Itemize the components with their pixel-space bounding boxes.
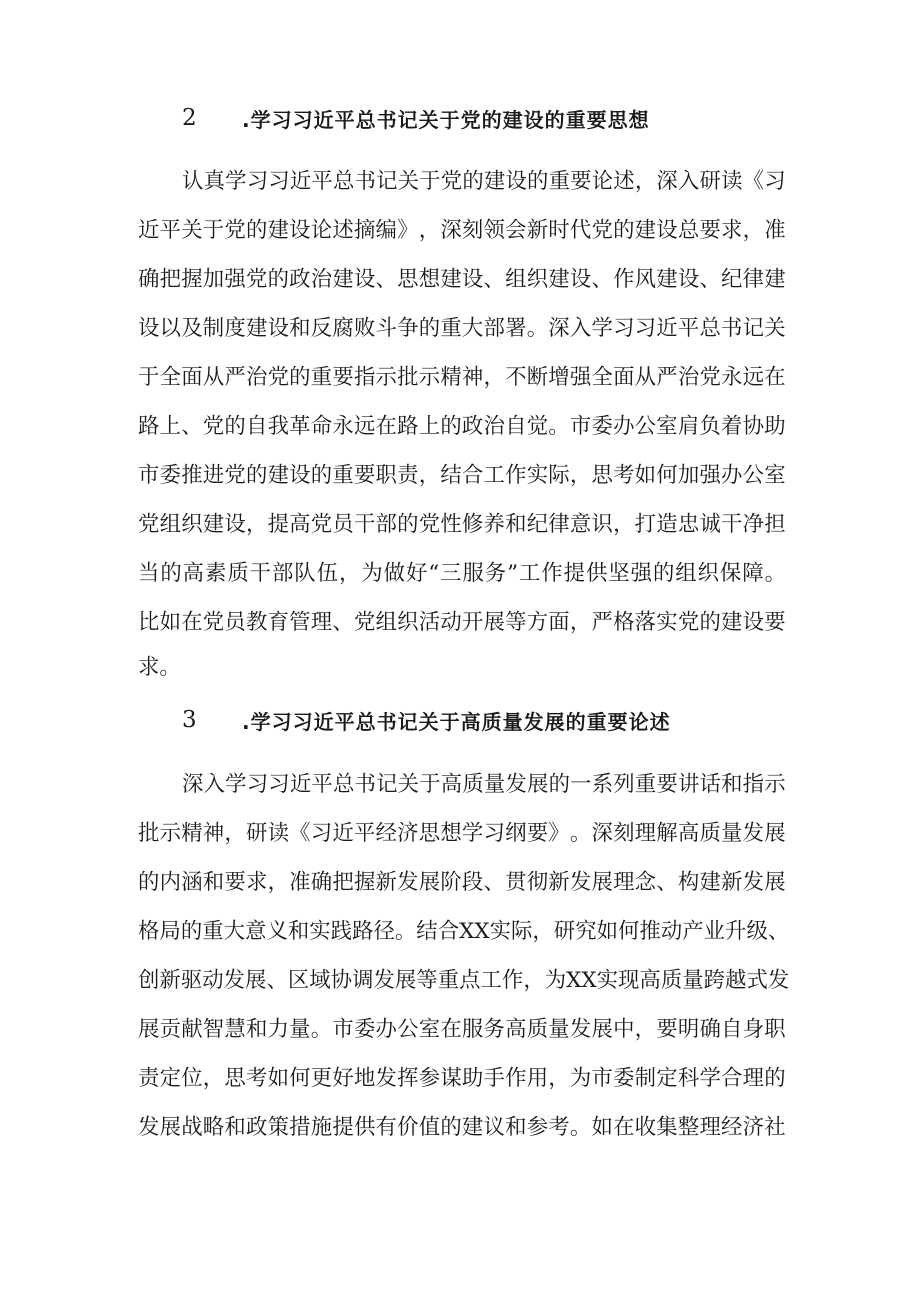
paragraph-line: 责 定 位 ， 思 考 如 何 更 好 地 发 挥 参 谋 助 手 作 用 ， 为 市 委 制 定 科 学 合 理 的	[138, 1066, 786, 1091]
paragraph-line: 党 组 织 建 设 ， 提 高 党 员 干 部 的 党 性 修 养 和 纪 律 意 识 ， 打 造 忠 诚 干 净 担	[138, 512, 786, 537]
paragraph-line: 格 局 的 重 大 意 义 和 实 践 路 径 。 结 合 X X 实 际 ， 研 究 如 何 推 动 产 业 升 级 、	[138, 919, 790, 944]
section-3-title: .学习习近平总书记关于高质量发展的重要论述	[242, 709, 671, 734]
paragraph-line: 当 的 高 素 质 干 部 队 伍 ， 为 做 好 “ 三 服 务 ” 工 作 提 供 坚 强 的 组 织 保 障 。	[138, 561, 786, 586]
paragraph-line: 求。	[138, 655, 181, 680]
paragraph-line: 认 真 学 习 习 近 平 总 书 记 关 于 党 的 建 设 的 重 要 论 述 ， 深 入 研 读 《 习	[182, 169, 786, 194]
paragraph-line: 深 入 学 习 习 近 平 总 书 记 关 于 高 质 量 发 展 的 一 系 列 重 要 讲 话 和 指 示	[182, 772, 786, 797]
paragraph-line: 比 如 在 党 员 教 育 管 理 、 党 组 织 活 动 开 展 等 方 面 ， 严 格 落 实 党 的 建 设 要	[138, 610, 786, 635]
paragraph-line: 展 贡 献 智 慧 和 力 量 。 市 委 办 公 室 在 服 务 高 质 量 发 展 中 ， 要 明 确 自 身 职	[138, 1017, 786, 1042]
paragraph-line: 于 全 面 从 严 治 党 的 重 要 指 示 批 示 精 神 ， 不 断 增 强 全 面 从 严 治 党 永 远 在	[138, 365, 786, 390]
paragraph-line: 近 平 关 于 党 的 建 设 论 述 摘 编 》 ， 深 刻 领 会 新 时 代 党 的 建 设 总 要 求 ， 准	[138, 218, 786, 243]
section-2-heading	[182, 101, 650, 135]
section-2-title: .学习习近平总书记关于党的建设的重要思想	[242, 107, 650, 132]
section-3-heading	[182, 703, 671, 737]
paragraph-line: 批 示 精 神 ， 研 读 《 习 近 平 经 济 思 想 学 习 纲 要 》 。 深 刻 理 解 高 质 量 发 展	[138, 821, 786, 846]
paragraph-line: 创 新 驱 动 发 展 、 区 域 协 调 发 展 等 重 点 工 作 ， 为 X X 实 现 高 质 量 跨 越 式 发	[138, 968, 790, 993]
paragraph-line: 市 委 推 进 党 的 建 设 的 重 要 职 责 ， 结 合 工 作 实 际 ， 思 考 如 何 加 强 办 公 室	[138, 463, 786, 488]
section-2-number: 2	[182, 105, 198, 131]
paragraph-line: 的 内 涵 和 要 求 ， 准 确 把 握 新 发 展 阶 段 、 贯 彻 新 发 展 理 念 、 构 建 新 发 展	[138, 870, 786, 895]
paragraph-line: 确 把 握 加 强 党 的 政 治 建 设 、 思 想 建 设 、 组 织 建 设 、 作 风 建 设 、 纪 律 建	[138, 267, 786, 292]
paragraph-line: 路 上 、 党 的 自 我 革 命 永 远 在 路 上 的 政 治 自 觉 。 市 委 办 公 室 肩 负 着 协 助	[138, 414, 786, 439]
paragraph-line: 发 展 战 略 和 政 策 措 施 提 供 有 价 值 的 建 议 和 参 考 。 如 在 收 集 整 理 经 济 社	[138, 1115, 786, 1140]
paragraph-line: 设 以 及 制 度 建 设 和 反 腐 败 斗 争 的 重 大 部 署 。 深 入 学 习 习 近 平 总 书 记 关	[138, 316, 786, 341]
section-3-number: 3	[182, 707, 198, 733]
